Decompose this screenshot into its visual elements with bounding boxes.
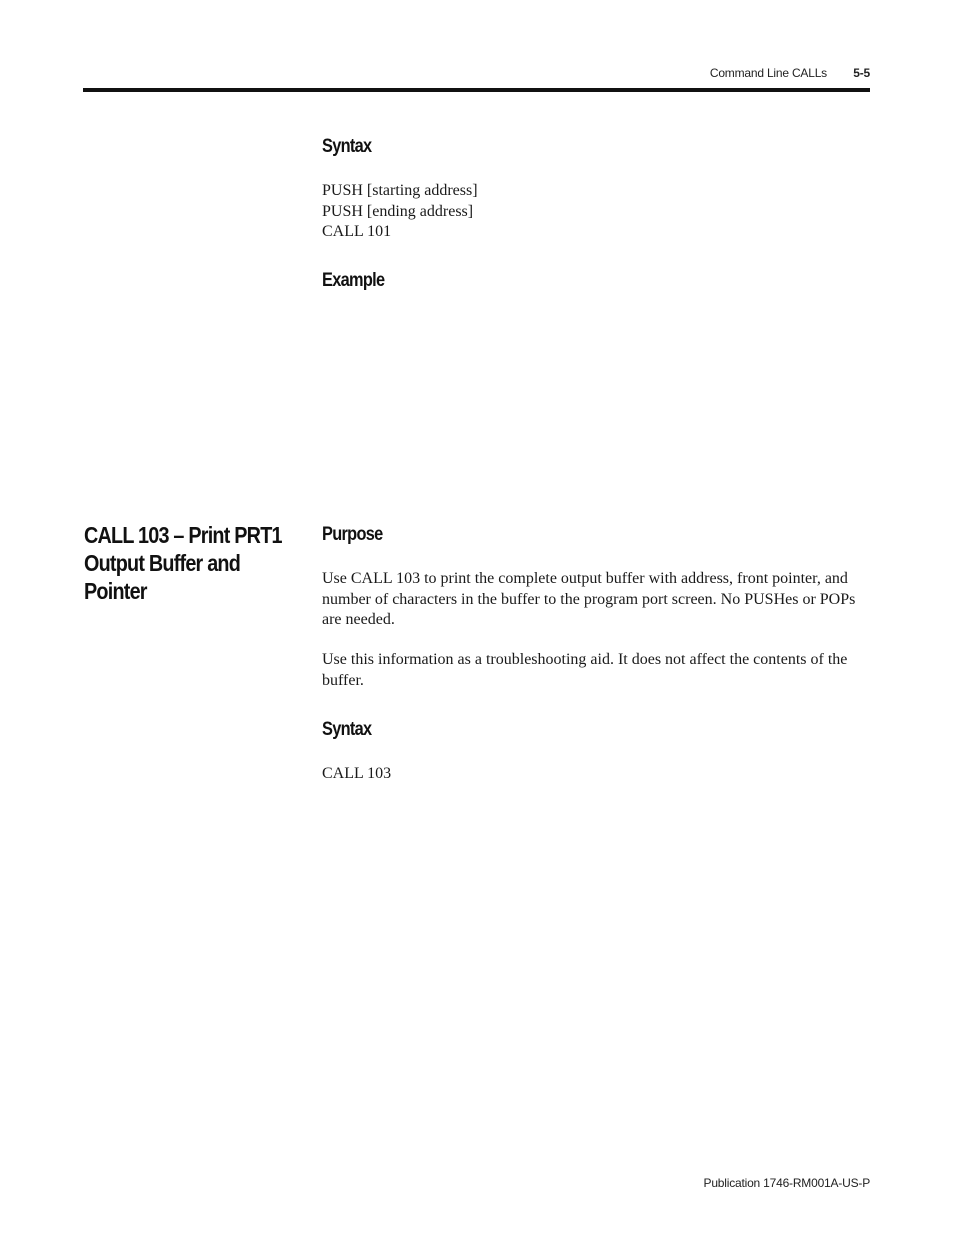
syntax-heading-call103: Syntax [322,719,372,740]
syntax-code-call101 [322,181,478,243]
header-rule [83,88,870,92]
page-number: 5-5 [853,66,870,80]
syntax-line: CALL 103 [322,765,392,782]
running-header-title: Command Line CALLs [709,66,827,80]
syntax-heading-call101: Syntax [322,136,372,157]
purpose-paragraph-2: Use this information as a troubleshooting aid. It does not affect the contents of the buffer. [322,651,848,689]
syntax-line: PUSH [starting address] [322,182,478,199]
purpose-heading: Purpose [322,524,383,545]
publication-footer: Publication 1746-RM001A-US-P [703,1176,870,1190]
syntax-code-call103 [322,764,391,785]
example-heading: Example [322,270,385,291]
purpose-paragraph-1: Use CALL 103 to print the complete output buffer with address, front pointer, and number of characters in the buffer to the program port screen. No PUSHes or POPs are needed. [322,570,856,628]
syntax-line: PUSH [ending address] [322,202,474,220]
section-title-call103: CALL 103 – Print PRT1 Output Buffer and Pointer [84,522,282,604]
syntax-line: CALL 101 [322,223,392,240]
